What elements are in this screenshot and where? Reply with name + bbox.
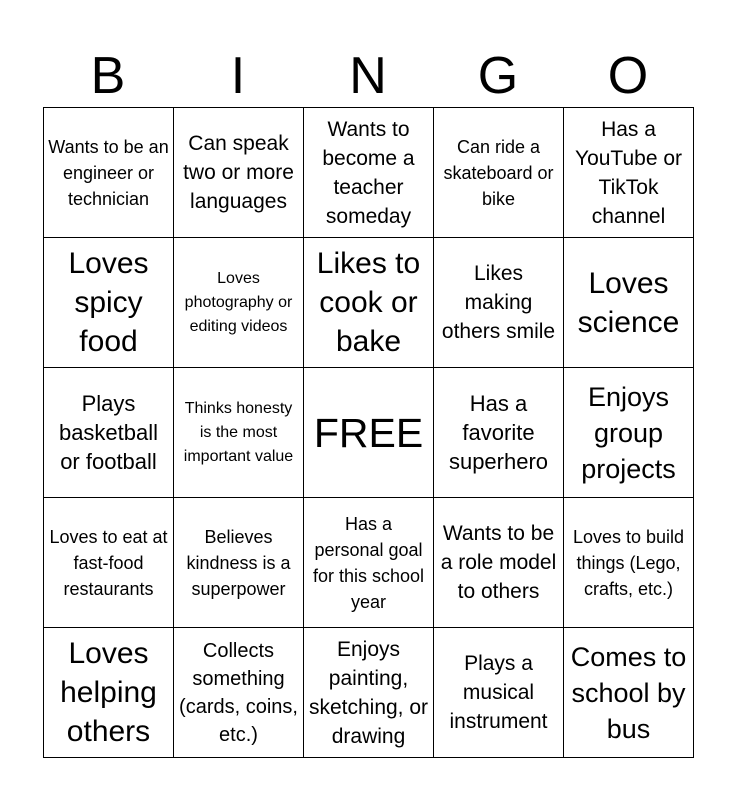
header-letter-o: O (607, 47, 649, 105)
header-letter-g: G (477, 47, 519, 105)
bingo-cell: Plays basketball or football (44, 368, 174, 498)
bingo-cell: Loves science (564, 238, 694, 368)
bingo-cell: Likes to cook or bake (304, 238, 434, 368)
header-letter-i: I (230, 47, 246, 105)
header-letter-n: N (349, 47, 387, 105)
free-space-cell: FREE (304, 368, 434, 498)
bingo-cell: Can ride a skateboard or bike (434, 108, 564, 238)
header-letter-b: B (90, 47, 126, 105)
bingo-cell: Loves to eat at fast-food restaurants (44, 498, 174, 628)
board-row (44, 628, 694, 758)
bingo-cell: Comes to school by bus (564, 628, 694, 758)
board-row (44, 368, 694, 498)
board-row (44, 238, 694, 368)
bingo-cell: Loves spicy food (44, 238, 174, 368)
bingo-cell: Thinks honesty is the most important value (174, 368, 304, 498)
bingo-cell: Has a favorite superhero (434, 368, 564, 498)
bingo-header (43, 44, 693, 108)
bingo-cell: Wants to be a role model to others (434, 498, 564, 628)
bingo-cell: Loves photography or editing videos (174, 238, 304, 368)
bingo-board (43, 107, 694, 758)
bingo-cell: Enjoys painting, sketching, or drawing (304, 628, 434, 758)
board-row (44, 108, 694, 238)
bingo-cell: Can speak two or more languages (174, 108, 304, 238)
bingo-cell: Likes making others smile (434, 238, 564, 368)
bingo-cell: Wants to become a teacher someday (304, 108, 434, 238)
bingo-cell: Plays a musical instrument (434, 628, 564, 758)
bingo-cell: Loves helping others (44, 628, 174, 758)
board-row (44, 498, 694, 628)
bingo-cell: Has a personal goal for this school year (304, 498, 434, 628)
bingo-cell: Has a YouTube or TikTok channel (564, 108, 694, 238)
bingo-cell: Collects something (cards, coins, etc.) (174, 628, 304, 758)
bingo-cell: Believes kindness is a superpower (174, 498, 304, 628)
bingo-cell: Loves to build things (Lego, crafts, etc.) (564, 498, 694, 628)
bingo-cell: Enjoys group projects (564, 368, 694, 498)
bingo-cell: Wants to be an engineer or technician (44, 108, 174, 238)
